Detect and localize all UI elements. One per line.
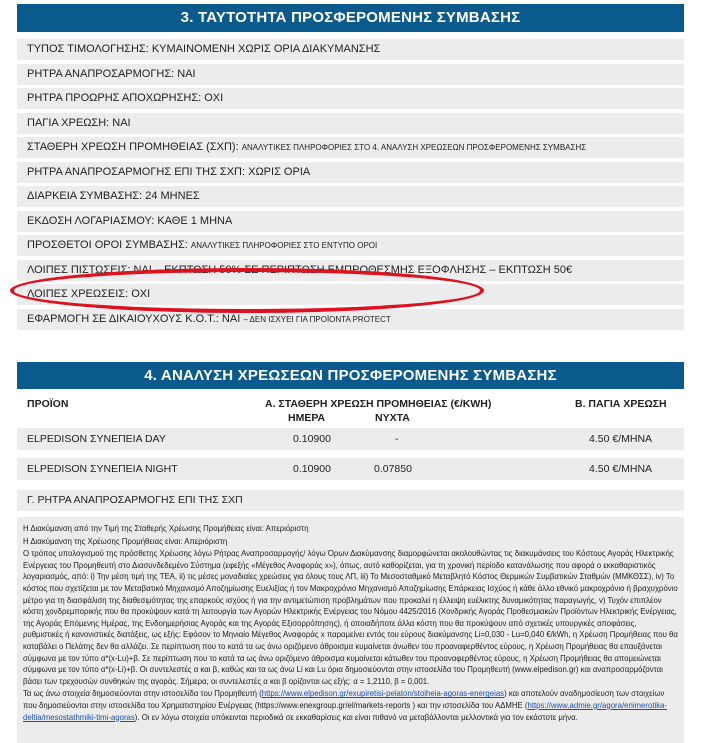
- row-pricing-type: [17, 39, 684, 60]
- night-price: -: [395, 433, 399, 445]
- row-label: ΕΦΑΡΜΟΓΗ ΣΕ ΔΙΚΑΙΟΥΧΟΥΣ Κ.Ο.Τ.: ΝΑΙ: [27, 312, 241, 325]
- row-other-credits: [17, 260, 684, 281]
- row-additional-terms: [17, 235, 684, 256]
- section-4-title: 4. ΑΝΑΛΥΣΗ ΧΡΕΩΣΕΩΝ ΠΡΟΣΦΕΡΟΜΕΝΗΣ ΣΥΜΒΑΣΗΣ: [17, 362, 684, 389]
- variation-fixed-note: Η Διακύμανση από την Τιμή της Σταθερής Χρέωσης Προμήθειας είναι: Απεριόριστη: [23, 524, 309, 533]
- row-label: ΣΤΑΘΕΡΗ ΧΡΕΩΣΗ ΠΡΟΜΗΘΕΙΑΣ (ΣΧΠ):: [27, 141, 239, 153]
- row-label: ΠΑΓΙΑ ΧΡΕΩΣΗ: ΝΑΙ: [27, 116, 131, 129]
- table-row: [17, 428, 684, 450]
- row-note: ΑΝΑΛΥΤΙΚΕΣ ΠΛΗΡΟΦΟΡΙΕΣ ΣΤΟ 4. ΑΝΑΛΥΣΗ ΧΡΕΩΣΕΩΝ ΠΡΟΣΦΕΡΟΜΕΝΗΣ ΣΥΜΒΑΣΗΣ: [241, 143, 587, 152]
- row-contract-duration: [17, 186, 684, 207]
- row-label: ΤΥΠΟΣ ΤΙΜΟΛΟΓΗΣΗΣ: ΚΥΜΑΙΝΟΜΕΝΗ ΧΩΡΙΣ ΟΡΙΑ ΔΙΑΚΥΜΑΝΣΗΣ: [27, 43, 381, 55]
- row-label: ΡΗΤΡΑ ΑΝΑΠΡΟΣΑΡΜΟΓΗΣ ΕΠΙ ΤΗΣ ΣΧΠ: ΧΩΡΙΣ ΟΡΙΑ: [27, 165, 311, 178]
- product-name: ELPEDISON ΣΥΝΕΠΕΙΑ DAY: [27, 433, 166, 445]
- charges-table-header: [17, 396, 684, 426]
- admie-link[interactable]: https://www.admie.gr/agora/enimerotika-deltia/mesostathmiki-timi-agoras: [23, 700, 668, 722]
- calculation-method-text: Ο τρόπος υπολογισμού της πρόσθετης Χρέωσης λόγω Ρήτρας Αναπροσαρμογής/ λόγω Όρων Διακύμανσης διαμορφώνεται ακολουθώντας τις διακυμάνσεις του Κόστους Αγοράς Ηλεκτρικής Ενέργειας του Προμηθευτή στο Διασυνδεδεμένο Σύστημα (εφεξής «Μέγεθος Αναφοράς x»), όπως, αυτό καθορίζεται, για τη χρονική περίοδο κατανάλωσης που αφορά ο εκκαθαριστικός λογαριασμός, από: i) Την μέση τιμή της ΤΕΑ, ii) τις μέσες μοναδιαίες χρεώσεις για όλους τους ΛΠ, iii) Το Μεσοσταθμικό Μεταβλητό Κόστος Θερμικών Συμβατικών Σταθμών (ΜΜΚΘΣΣ), iv) Το κόστος που σχετίζεται με τον Μεταβατικό Μηχανισμό Αποζημίωσης Ευελιξίας ή τον Μακροχρόνιο Μηχανισμό Αποζημίωσης Επάρκειας Ισχύος ή κάθε άλλο εθνικό μακροχρόνιο ή βραχυχρόνιο μέτρο για τη διασφάλιση της διαθεσιμότητας της επαρκούς ισχύος ή για την αντιμετώπιση προβλημάτων που προκαλεί η έλλειψη ευέλικτης δυναμικότητας παραγωγής, v) Τυχόν επιπλέον κόστη χονδρεμπορικής που θα προκύψουν κατά τη λειτουργία των Αγορών Ηλεκτρικής Ενέργειας του Νόμου 4425/2016 (Χονδρικής Αγοράς Προθεσμιακών Προϊόντων Ηλεκτρικής Ενέργειας, της Αγοράς Επόμενης Ημέρας, της Ενδοημερήσιας Αγοράς και της Αγοράς Εξισορρόπησης), ή οποιαδήποτε άλλα κόστη που θα προκύψουν από σχετικές υπουργικές αποφάσεις, ρυθμιστικές ή κανονιστικές διατάξεις, ως εξής: Εφόσον το Μηνιαίο Μέγεθος Αναφοράς x παραμείνει εντός του εύρους διακύμανσης Li=0,030 - Lu=0,040 €/kWh, η Χρέωση Προμήθειας που θα καταβάλει ο Πελάτης δεν θα αλλάζει. Σε περίπτωση που το κατά τα ως άνω οριζόμενο άθροισμα κυμαίνεται άνωθεν του προαναφερθέντος εύρους, η Χρέωση Προμήθειας θα επαυξάνεται σύμφωνα με τον τύπο α*(x-Lu)+β. Σε περίπτωση που το κατά τα ως άνω οριζόμενο άθροισμα κυμαίνεται κάτωθεν του προαναφερθέντος εύρους, η Χρέωση Προμήθειας θα απομειώνεται σύμφωνα με τον τύπο α*(x-Li)+β. Οι συντελεστές α και β, καθώς και τα ως άνω Li και Lu όρια δημοσιεύονται στην ιστοσελίδα του Προμηθευτή (www.elpedison.gr) και αναπροσαρμόζονται βάσει των τρεχουσών συνθηκών της αγοράς. Σήμερα, οι συντελεστές α και β ορίζονται ως εξής: α = 1,2110, β = 0,001.: [23, 549, 678, 686]
- night-price: 0.07850: [374, 463, 412, 475]
- row-label: ΛΟΙΠΕΣ ΠΙΣΤΩΣΕΙΣ: ΝΑΙ – ΕΚΠΤΩΣΗ 50% ΣΕ ΠΕΡΙΠΤΩΣΗ ΕΜΠΡΟΘΕΣΜΗΣ ΕΞΟΦΛΗΣΗΣ – ΕΚΠΤΩΣΗ 50€: [27, 263, 573, 276]
- header-fixed-supply-charge: Α. ΣΤΑΘΕΡΗ ΧΡΕΩΣΗ ΠΡΟΜΗΘΕΙΑΣ (€/KWH): [265, 398, 492, 410]
- row-label: ΛΟΙΠΕΣ ΧΡΕΩΣΕΙΣ: ΟΧΙ: [27, 288, 151, 300]
- row-other-charges: [17, 284, 684, 305]
- row-adjustment-clause: [17, 64, 684, 85]
- row-early-exit-clause: [17, 88, 684, 109]
- day-price: 0.10900: [293, 463, 331, 475]
- row-billing-frequency: [17, 211, 684, 232]
- monthly-charge: 4.50 €/ΜΗΝΑ: [589, 433, 653, 445]
- row-label: ΡΗΤΡΑ ΑΝΑΠΡΟΣΑΡΜΟΓΗΣ: ΝΑΙ: [27, 67, 196, 80]
- row-label: ΡΗΤΡΑ ΠΡΟΩΡΗΣ ΑΠΟΧΩΡΗΣΗΣ: ΟΧΙ: [27, 92, 224, 104]
- row-label: ΕΚΔΟΣΗ ΛΟΓΑΡΙΑΣΜΟΥ: ΚΑΘΕ 1 ΜΗΝΑ: [27, 214, 233, 227]
- row-fixed-charge: [17, 113, 684, 134]
- sources-text: ). Οι εν λόγω στοιχεία υπόκεινται περιοδικά σε εκκαθαρίσεις και είναι πιθανό να μεταβάλλονται μελλοντικά για τον εκάστοτε μήνα.: [134, 712, 578, 722]
- header-day: ΗΜΕΡΑ: [288, 412, 326, 424]
- contract-identity-list: [17, 39, 684, 333]
- row-note: ΑΝΑΛΥΤΙΚΕΣ ΠΛΗΡΟΦΟΡΙΕΣ ΣΤΟ ΕΝΤΥΠΟ ΟΡΟΙ: [190, 241, 378, 250]
- header-product: ΠΡΟΪΟΝ: [27, 398, 69, 410]
- row-label: ΔΙΑΡΚΕΙΑ ΣΥΜΒΑΣΗΣ: 24 ΜΗΝΕΣ: [27, 190, 200, 202]
- row-fixed-supply-charge: [17, 137, 684, 158]
- section-3-title: 3. ΤΑΥΤΟΤΗΤΑ ΠΡΟΣΦΕΡΟΜΕΝΗΣ ΣΥΜΒΑΣΗΣ: [17, 4, 684, 32]
- elpedison-link[interactable]: https://www.elpedison.gr/exupiretisi-pelaton/stoiheia-agoras-energeias: [261, 689, 505, 699]
- table-row: [17, 458, 684, 480]
- row-note: – ΔΕΝ ΙΣΧΥΕΙ ΓΙΑ ΠΡΟΪΟΝΤΑ PROTECT: [243, 314, 391, 324]
- row-label: ΠΡΟΣΘΕΤΟΙ ΟΡΟΙ ΣΥΜΒΑΣΗΣ:: [27, 239, 188, 251]
- product-name: ELPEDISON ΣΥΝΕΠΕΙΑ NIGHT: [27, 463, 178, 475]
- sources-text: ) και αποτελούν αναδημοσίευση των στοιχείων που δημοσιεύονται στην ιστοσελίδα του Χρηματιστηρίου Ενέργειας (https://www.enexgroup.gr/el/markets-reports ) και την ιστοσελίδα του ΑΔΜΗΕ (: [23, 689, 665, 710]
- adjustment-clause-notes: [17, 517, 684, 743]
- header-monthly-charge: Β. ΠΑΓΙΑ ΧΡΕΩΣΗ: [575, 398, 667, 410]
- variation-supply-note: Η Διακύμανση της Χρέωσης Προμήθειας είναι: Απεριόριστη: [23, 536, 228, 546]
- sources-paragraph: [23, 688, 678, 723]
- day-price: 0.10900: [293, 433, 331, 445]
- adjustment-clause-title: Γ. ΡΗΤΡΑ ΑΝΑΠΡΟΣΑΡΜΟΓΗΣ ΕΠΙ ΤΗΣ ΣΧΠ: [17, 490, 684, 511]
- monthly-charge: 4.50 €/ΜΗΝΑ: [589, 463, 653, 475]
- row-schp-adjustment: [17, 162, 684, 183]
- row-kot-eligibility: [17, 309, 684, 330]
- sources-text: Τα ως άνω στοιχεία δημοσιεύονται στην ιστοσελίδα του Προμηθευτή (: [23, 689, 262, 699]
- header-night: ΝΥΧΤΑ: [375, 412, 410, 424]
